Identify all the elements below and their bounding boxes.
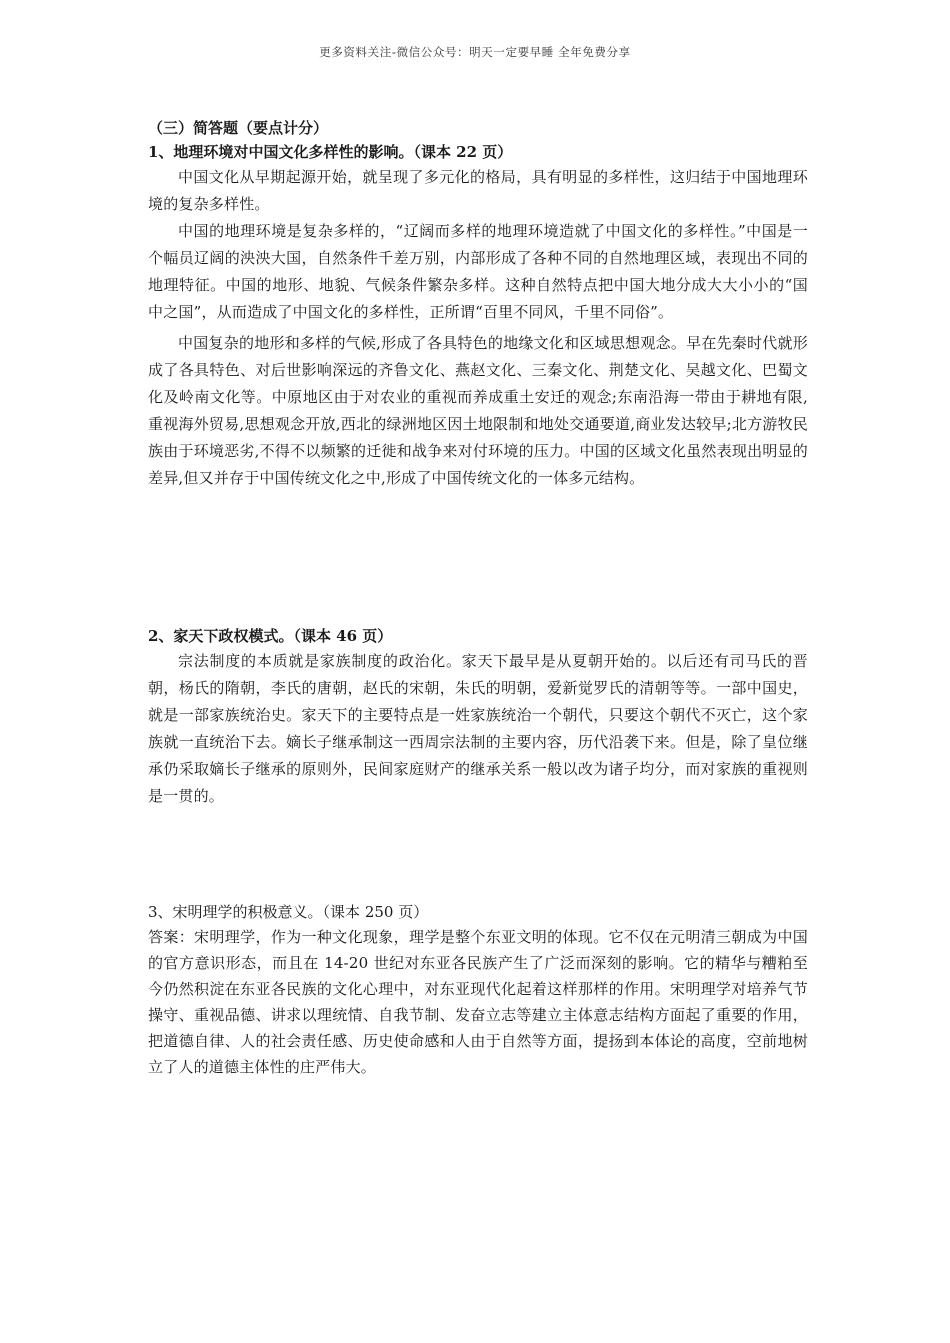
question-3-block	[148, 900, 808, 1080]
question-1-title: 1、地理环境对中国文化多样性的影响。（课本 22 页）	[148, 143, 513, 161]
question-3-title: 3、宋明理学的积极意义。（课本 250 页）	[148, 903, 429, 921]
question-1-block	[148, 116, 808, 492]
question-2-paragraph-1: 宗法制度的本质就是家族制度的政治化。家天下最早是从夏朝开始的。以后还有司马氏的晋朝，杨氏的隋朝，李氏的唐朝，赵氏的宋朝，朱氏的明朝，爱新觉罗氏的清朝等等。一部中国史，就是一部家族统治史。家天下的主要特点是一姓家族统治一个朝代，只要这个朝代不灭亡，这个家族就一直统治下去。嫡长子继承制这一西周宗法制的主要内容，历代沿袭下来。但是，除了皇位继承仍采取嫡长子继承的原则外，民间家庭财产的继承关系一般以改为诸子均分，而对家族的重视则是一贯的。	[148, 652, 808, 805]
question-1-paragraph-2: 中国的地理环境是复杂多样的，“辽阔而多样的地理环境造就了中国文化的多样性。”中国是一个幅员辽阔的泱泱大国，自然条件千差万别，内部形成了各种不同的自然地理区域，表现出不同的地理特征。中国的地形、地貌、气候条件繁杂多样。这种自然特点把中国大地分成大大小小的“国中之国”，从而造成了中国文化的多样性，正所谓“百里不同风，千里不同俗”。	[148, 222, 808, 321]
question-2-title: 2、家天下政权模式。（课本 46 页）	[148, 627, 393, 645]
question-1-paragraph-3: 中国复杂的地形和多样的气候,形成了各具特色的地缘文化和区域思想观念。早在先秦时代就形成了各具特色、对后世影响深远的齐鲁文化、燕赵文化、三秦文化、荆楚文化、吴越文化、巴蜀文化及岭南文化等。中原地区由于对农业的重视而养成重土安迁的观念;东南沿海一带由于耕地有限,重视海外贸易,思想观念开放,西北的绿洲地区因土地限制和地处交通要道,商业发达较早;北方游牧民族由于环境恶劣,不得不以频繁的迁徙和战争来对付环境的压力。中国的区域文化虽然表现出明显的差异,但又并存于中国传统文化之中,形成了中国传统文化的一体多元结构。	[148, 334, 808, 487]
question-2-block	[148, 624, 808, 810]
section-title: （三）简答题（要点计分）	[148, 119, 329, 137]
question-3-paragraph-1: 答案：宋明理学，作为一种文化现象，理学是整个东亚文明的体现。它不仅在元明清三朝成为中国的官方意识形态，而且在 14-20 世纪对东亚各民族产生了广泛而深刻的影响。它的精华与糟粕至今仍然积淀在东亚各民族的文化心理中，对东亚现代化起着这样那样的作用。宋明理学对培养气节操守、重视品德、讲求以理统情、自我节制、发奋立志等建立主体意志结构方面起了重要的作用，把道德自律、人的社会责任感、历史使命感和人由于自然等方面，提扬到本体论的高度，空前地树立了人的道德主体性的庄严伟大。	[148, 928, 808, 1076]
header-note: 更多资料关注-微信公众号：明天一定要早睡 全年免费分享	[319, 45, 631, 59]
question-1-paragraph-1: 中国文化从早期起源开始，就呈现了多元化的格局，具有明显的多样性，这归结于中国地理环境的复杂多样性。	[148, 168, 808, 213]
